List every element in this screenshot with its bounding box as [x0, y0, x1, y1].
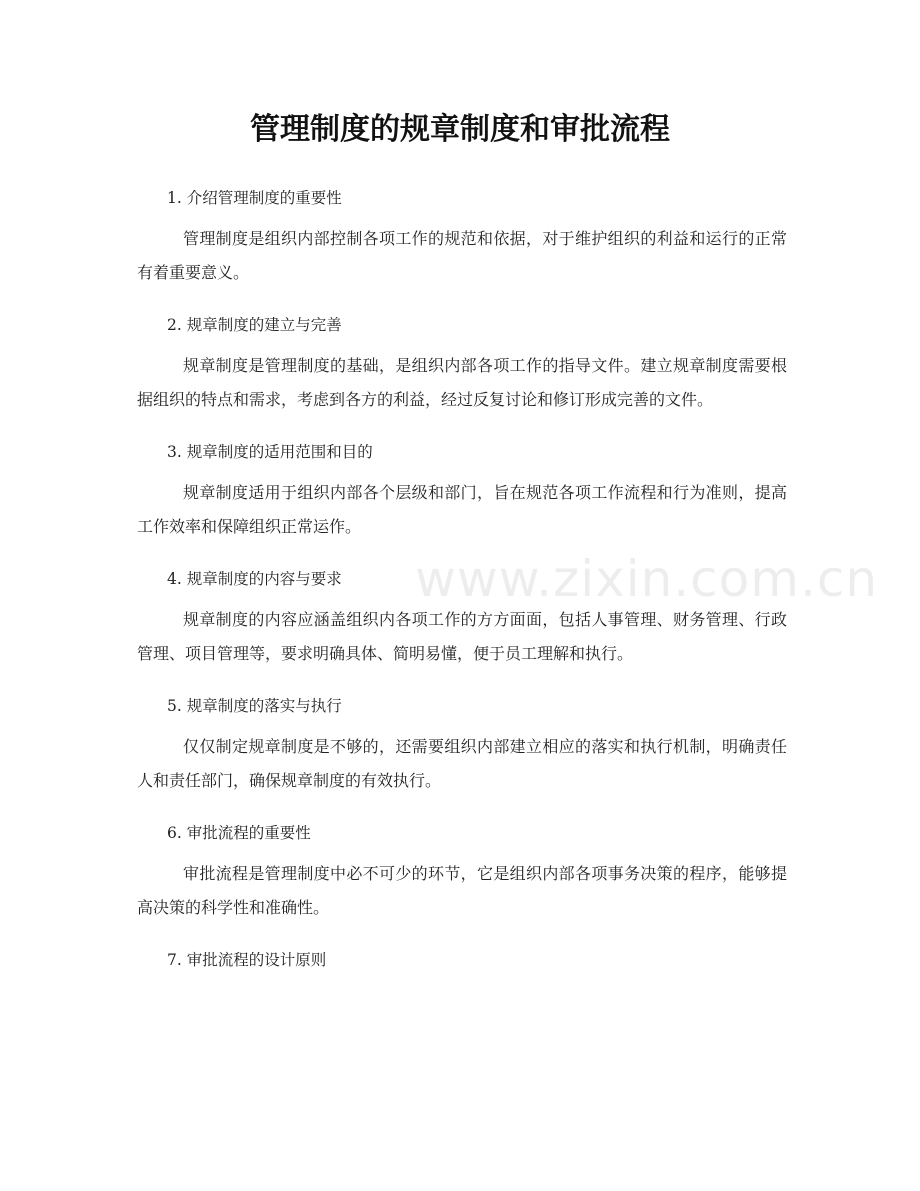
section-paragraph-6: 审批流程是管理制度中必不可少的环节，它是组织内部各项事务决策的程序，能够提高决策的科学性和准确性。: [137, 864, 787, 917]
section-paragraph-3: 规章制度适用于组织内部各个层级和部门，旨在规范各项工作流程和行为准则，提高工作效率和保障组织正常运作。: [137, 483, 787, 536]
section-heading-6: 6. 审批流程的重要性: [167, 824, 311, 842]
section-heading-5: 5. 规章制度的落实与执行: [167, 697, 342, 715]
section-heading-3: 3. 规章制度的适用范围和目的: [167, 443, 373, 461]
section-heading-1: 1. 介绍管理制度的重要性: [167, 189, 342, 207]
section-paragraph-5: 仅仅制定规章制度是不够的，还需要组织内部建立相应的落实和执行机制，明确责任人和责任部门，确保规章制度的有效执行。: [137, 737, 787, 790]
section-heading-7: 7. 审批流程的设计原则: [167, 951, 327, 969]
section-paragraph-1: 管理制度是组织内部控制各项工作的规范和依据，对于维护组织的利益和运行的正常有着重要意义。: [137, 229, 787, 282]
section-heading-2: 2. 规章制度的建立与完善: [167, 316, 342, 334]
section-paragraph-4: 规章制度的内容应涵盖组织内各项工作的方方面面，包括人事管理、财务管理、行政管理、项目管理等，要求明确具体、简明易懂，便于员工理解和执行。: [137, 610, 787, 663]
document-title: 管理制度的规章制度和审批流程: [250, 112, 670, 147]
section-paragraph-2: 规章制度是管理制度的基础，是组织内部各项工作的指导文件。建立规章制度需要根据组织的特点和需求，考虑到各方的利益，经过反复讨论和修订形成完善的文件。: [137, 356, 787, 409]
section-heading-4: 4. 规章制度的内容与要求: [167, 570, 342, 588]
watermark-text: www.zixin.com.cn: [415, 550, 879, 608]
